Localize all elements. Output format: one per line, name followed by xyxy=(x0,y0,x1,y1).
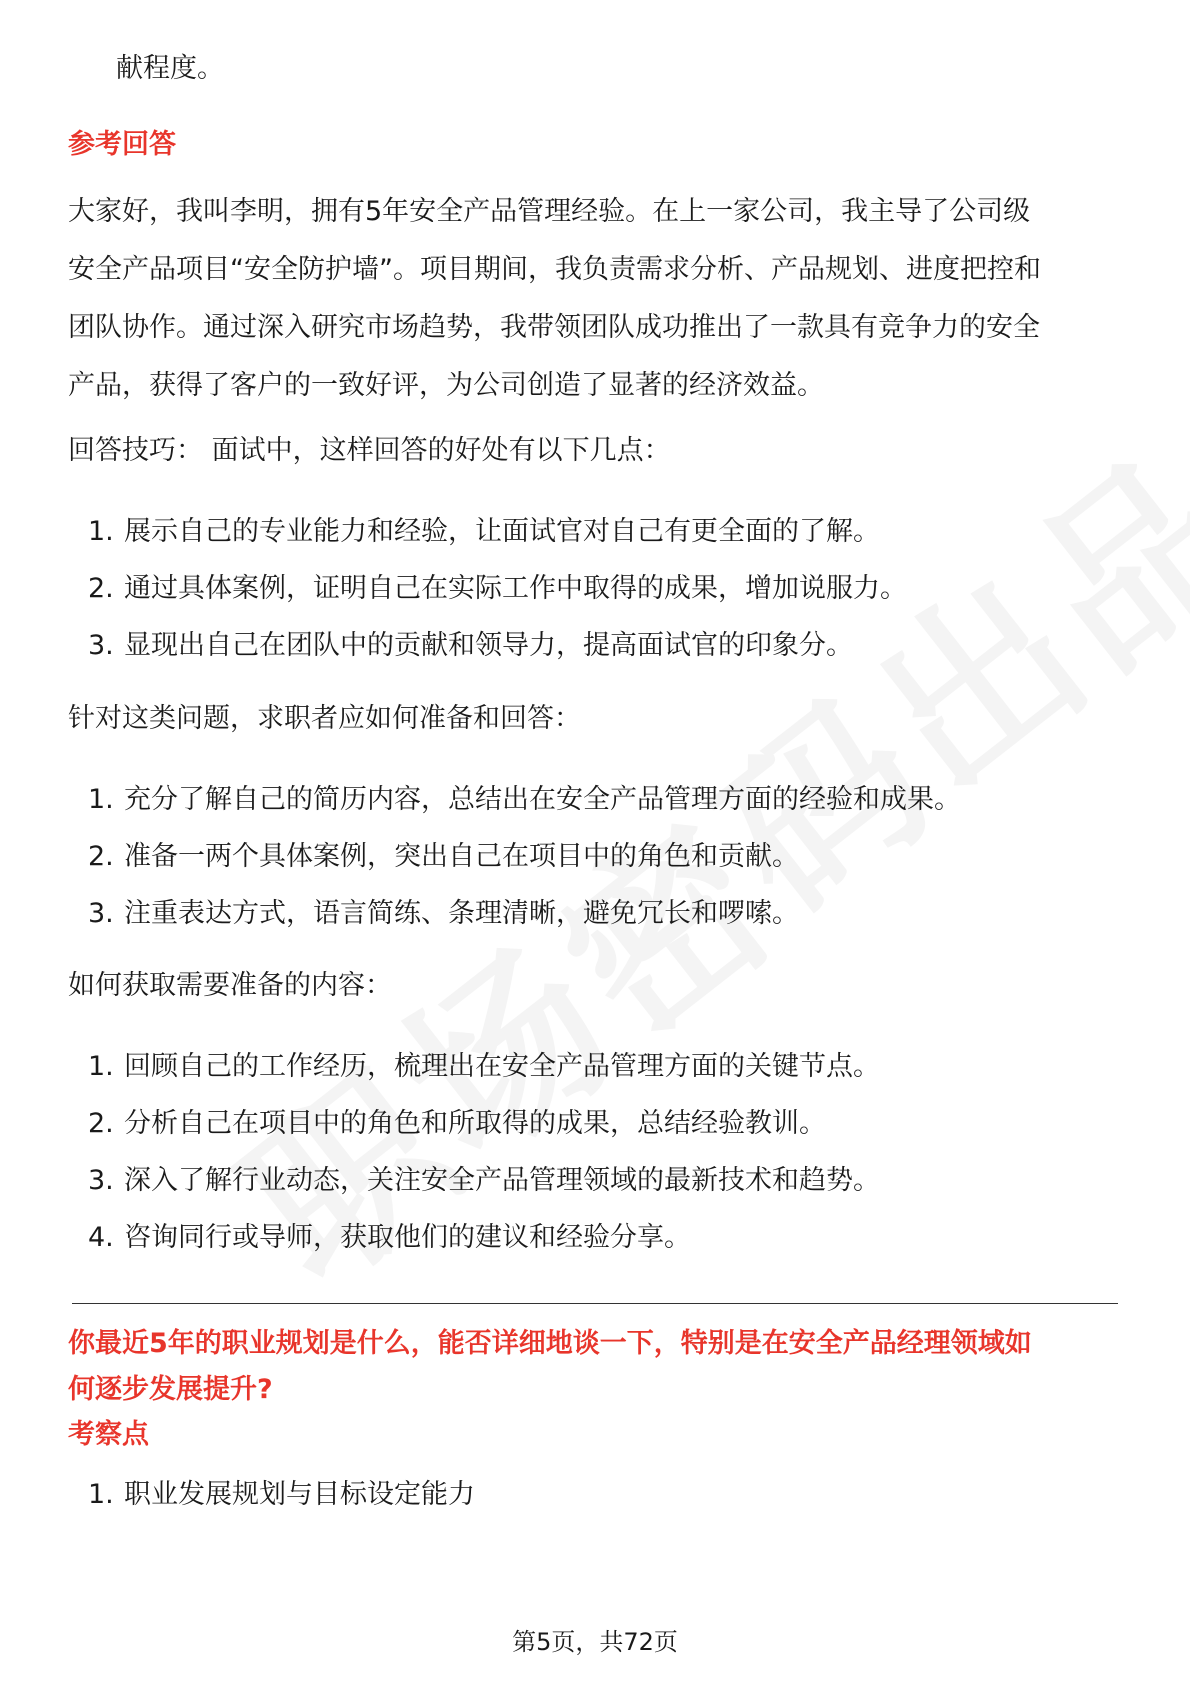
list-item: 1. 展示自己的专业能力和经验，让面试官对自己有更全面的了解。 xyxy=(88,516,880,547)
continuation-text: 献程度。 xyxy=(116,53,224,84)
list-item: 3. 深入了解行业动态，关注安全产品管理领域的最新技术和趋势。 xyxy=(88,1165,880,1196)
focus-list xyxy=(78,1466,475,1523)
section-divider xyxy=(72,1303,1118,1304)
list-item: 3. 注重表达方式，语言简练、条理清晰，避免冗长和啰嗦。 xyxy=(88,898,799,929)
obtain-list xyxy=(78,1038,880,1266)
list-item: 1. 充分了解自己的简历内容，总结出在安全产品管理方面的经验和成果。 xyxy=(88,784,961,815)
prepare-list xyxy=(78,771,961,942)
list-item: 1. 回顾自己的工作经历，梳理出在安全产品管理方面的关键节点。 xyxy=(88,1051,880,1082)
tips-list xyxy=(78,503,907,674)
answer-line: 产品，获得了客户的一致好评，为公司创造了显著的经济效益。 xyxy=(68,370,824,401)
answer-heading: 参考回答 xyxy=(68,129,176,160)
answer-line: 大家好，我叫李明，拥有5年安全产品管理经验。在上一家公司，我主导了公司级 xyxy=(68,196,1031,227)
list-item: 3. 显现出自己在团队中的贡献和领导力，提高面试官的印象分。 xyxy=(88,630,853,661)
answer-line: 安全产品项目“安全防护墙”。项目期间，我负责需求分析、产品规划、进度把控和 xyxy=(68,254,1041,285)
list-item: 2. 通过具体案例，证明自己在实际工作中取得的成果，增加说服力。 xyxy=(88,573,907,604)
next-question-title xyxy=(68,1321,1032,1413)
list-item: 2. 分析自己在项目中的角色和所取得的成果，总结经验教训。 xyxy=(88,1108,826,1139)
list-item: 1. 职业发展规划与目标设定能力 xyxy=(88,1479,475,1510)
question-line: 何逐步发展提升? xyxy=(68,1374,273,1405)
focus-heading: 考察点 xyxy=(68,1419,149,1450)
tips-intro: 回答技巧： 面试中，这样回答的好处有以下几点： xyxy=(68,435,671,466)
answer-line: 团队协作。通过深入研究市场趋势，我带领团队成功推出了一款具有竞争力的安全 xyxy=(68,312,1040,343)
list-item: 4. 咨询同行或导师，获取他们的建议和经验分享。 xyxy=(88,1222,691,1253)
prepare-intro: 针对这类问题，求职者应如何准备和回答： xyxy=(68,703,581,734)
list-item: 2. 准备一两个具体案例，突出自己在项目中的角色和贡献。 xyxy=(88,841,799,872)
obtain-intro: 如何获取需要准备的内容： xyxy=(68,970,392,1001)
answer-paragraph xyxy=(68,183,1128,415)
page-footer: 第5页，共72页 xyxy=(512,1628,678,1656)
question-line: 你最近5年的职业规划是什么，能否详细地谈一下，特别是在安全产品经理领域如 xyxy=(68,1328,1032,1359)
